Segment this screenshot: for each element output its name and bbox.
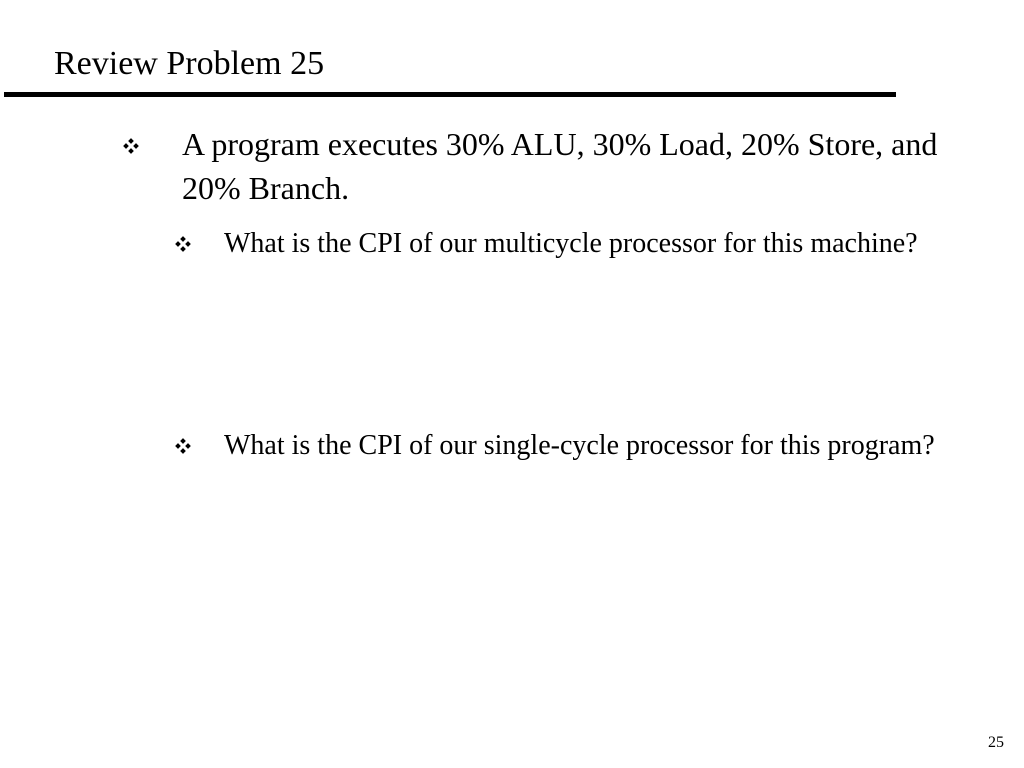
title-underline (4, 92, 896, 97)
sub-bullet-single-cycle (176, 426, 966, 466)
sub-bullet-multicycle (176, 224, 966, 264)
sub-bullet-multicycle-text: What is the CPI of our multicycle processor for this machine? (224, 228, 918, 259)
diamond-bullet-icon (176, 439, 190, 453)
bullet-main (124, 122, 964, 210)
sub-bullet-single-cycle-text: What is the CPI of our single-cycle processor for this program? (224, 430, 935, 461)
slide-title: Review Problem 25 (54, 45, 325, 82)
page-number: 25 (988, 734, 1004, 751)
diamond-bullet-icon (124, 139, 138, 153)
diamond-bullet-icon (176, 237, 190, 251)
bullet-main-text: A program executes 30% ALU, 30% Load, 20% Store, and 20% Branch. (182, 126, 938, 206)
